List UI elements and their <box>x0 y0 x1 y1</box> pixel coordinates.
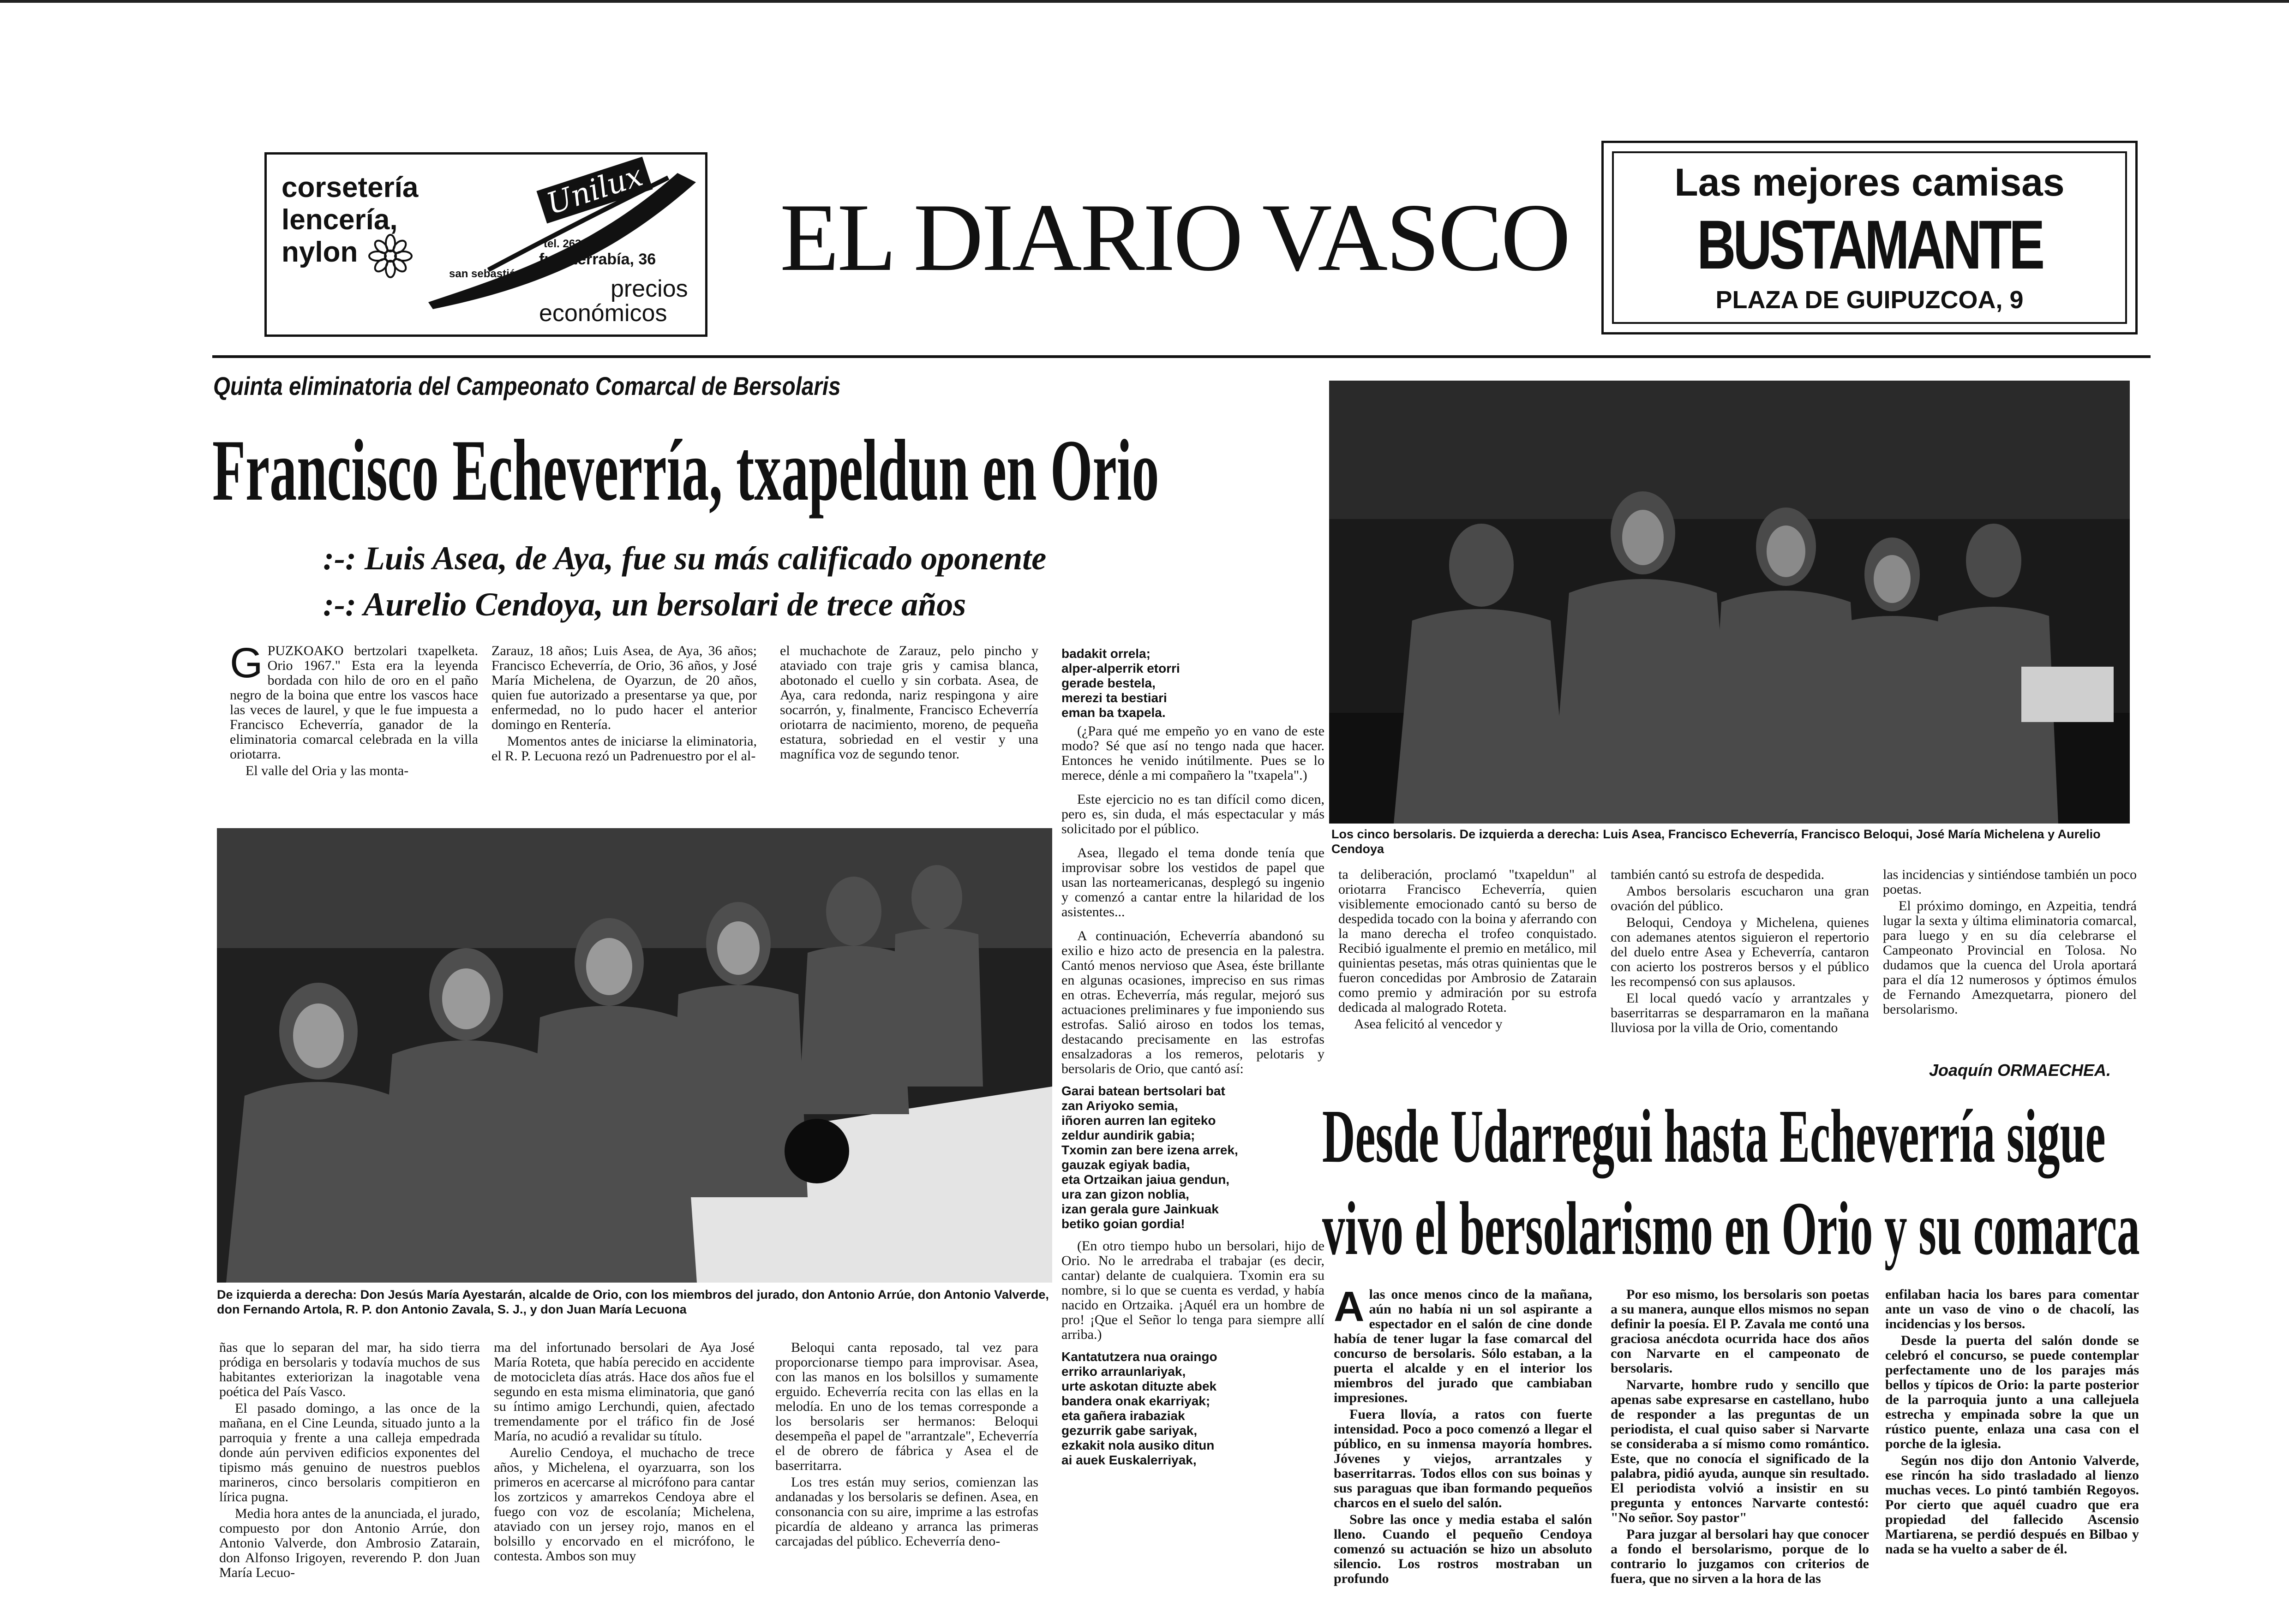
ad-unilux <box>264 152 707 337</box>
article1-verse1: badakit orrela; alper-alperrik etorri gerade bestela, merezi ta bestiari eman ba txapela. <box>1061 646 1180 720</box>
article1-col1-p1: PUZKOAKO bertzolari txapelketa. Orio 1967." Esta era la leyenda bordada con hilo de oro en el paño negro de la boina que entre los vascos hace las veces de laurel, y que le fue impuesta a Francisco Echeverría, ganador de la eliminatoria comarcal celebrada en la villa oriotarra. <box>230 644 478 762</box>
article2-col3 <box>1885 1287 2139 1624</box>
article2-col3-p2: Desde la puerta del salón donde se celebró el concurso, se puede contemplar perfectamente uno de los parajes más bellos y típicos de Orio: la parte posterior de la parroquia junto a una callejuela estrecha y empinada sobre la que un rústico puente, enlaza una casa con el porche de la iglesia. <box>1885 1333 2139 1451</box>
article2-headline-line2: vivo el bersolarismo en Orio y su comarca <box>1322 1186 2140 1271</box>
masthead-rule <box>212 355 2151 358</box>
article1-verse3: Kantatutzera nua oraingo erriko arraunlariyak, urte askotan dituzte abek bandera onak ekarriyak; eta gañera irabaziak gezurrik gabe sariyak, ezkakit nola ausiko ditun ai auek Euskalerriyak, <box>1061 1349 1217 1467</box>
article1-col6-p2: Ambos bersolaris escucharon una gran ovación del público. <box>1611 884 1869 914</box>
article1-col1-p2: El valle del Oria y las monta- <box>246 763 409 778</box>
article1-col4-p5: (En otro tiempo hubo un bersolari, hijo de Orio. No le arredraba el trabajar (es decir, cantar) delante de cualquiera. Txomin era su nombre, si lo que se cuenta es verdad, y había nacido en Ortzaika. ¡Aquél era un hombre de pro! ¡Que el Señor lo tenga para siempre allí arriba.) <box>1061 1238 1324 1342</box>
article2-col1-p2: Fuera llovía, a ratos con fuerte intensidad. Poco a poco comenzó a llegar el público, en su inmensa mayoría hombres. Jóvenes y viejos, arrantzales y baserritarras. Todos ellos con sus boinas y sus paraguas que iban formando pequeños charcos en el suelo del salón. <box>1334 1407 1592 1511</box>
top-rule <box>0 0 2289 3</box>
article1-col3-p1: el muchachote de Zarauz, pelo pincho y ataviado con traje gris y camisa blanca, abotonado el cuello y sin corbata. Asea, de Aya, cara redonda, nariz respingona y aire socarrón, y, finalmente, Francisco Echeverría oriotarra de nacimiento, moreno, de pequeña estatura, sobriedad en el vestir y una magnífica voz de segundo tenor. <box>780 644 1038 762</box>
article2-col3-p3: Según nos dijo don Antonio Valverde, ese rincón ha sido trasladado al lienzo muchas veces. Lo pintó también Regoyos. Por cierto que aquél cuadro que era propiedad del fallecido Ascensio Martiarena, se perdió después en Bilbao y nada se ha vuelto a saber de él. <box>1885 1453 2139 1557</box>
article1-col4 <box>1061 644 1324 1624</box>
article1-signature: Joaquín ORMAECHEA. <box>1929 1061 2111 1080</box>
article2-headline-line1: Desde Udarregui hasta Echeverría sigue <box>1322 1094 2106 1178</box>
subhead-2: :-: Aurelio Cendoya, un bersolari de trece años <box>323 586 966 623</box>
article1-dropcap: G <box>230 644 263 687</box>
ad-unilux-city: san sebastián <box>449 268 522 280</box>
ad-unilux-line2: lencería, <box>282 204 398 236</box>
kicker: Quinta eliminatoria del Campeonato Comarcal de Bersolaris <box>213 371 841 400</box>
article1-col7-p2: El próximo domingo, en Azpeitia, tendrá lugar la sexta y última eliminatoria comarcal, para luego y en su día celebrarse el Campeonato Provincial en Tolosa. No dudamos que la cuenca del Urola aportará para el día 12 numerosos y óptimos émulos de Fernando Amezquetarra, pionero del bersolarismo. <box>1883 898 2137 1017</box>
article1-col5-p2: Asea felicitó al vencedor y <box>1354 1016 1503 1032</box>
ad-bustamante <box>1601 141 2138 334</box>
photo-five-bersolaris <box>1329 381 2130 824</box>
photo-five-bersolaris-image <box>1329 381 2130 824</box>
article1-col2-p2: Momentos antes de iniciarse la eliminatoria, el R. P. Lecuona rezó un Padrenuestro por el al- <box>491 734 757 764</box>
article1-col5 <box>1338 867 1597 1089</box>
article1-bottom-col2 <box>494 1340 755 1624</box>
ad-bustamante-address: PLAZA DE GUIPUZCOA, 9 <box>1715 286 2024 314</box>
article1-col4-p4: A continuación, Echeverría abandonó su exilio e hizo acto de presencia en la palestra. Cantó menos nervioso que Asea, éste brillante en algunas ocasiones, impreciso en sus rimas en otras. Echeverría, más regular, mejoró sus actuaciones preliminares y fue imponiendo sus estrofas. Salió airoso en todos los temas, destacando precisamente en las estrofas ensalzadoras a los remeros, pelotaris y bersolaris de Orio, que cantó así: <box>1061 928 1324 1076</box>
article1-col2-p1: Zarauz, 18 años; Luis Asea, de Aya, 36 años; Francisco Echeverría, de Orio, 36 años, y José María Michelena, de Oyarzun, de 20 años, quien fue autorizado a presentarse ya que, por enfermedad, no lo pudo hacer el anterior domingo en Rentería. <box>491 644 757 732</box>
article2-col3-p1: enfilaban hacia los bares para comentar ante un vaso de vino o de chacolí, las incidencias y los bersos. <box>1885 1287 2139 1331</box>
article1-bottom-col1 <box>219 1340 480 1624</box>
article1-bottom-col3-p1: Beloqui canta reposado, tal vez para proporcionarse tiempo para improvisar. Asea, con las manos en los bolsillos y sumamente erguido. Echeverría recita con las ellas en la melodía. En uno de los temas corresponde a los bersolaris ser hermanos: Beloqui desempeña el papel de "arrantzale", Echeverría el de obrero de fábrica y Asea el de baserritarra. <box>775 1340 1038 1473</box>
article1-col5-p1: ta deliberación, proclamó "txapeldun" al oriotarra Francisco Echeverría, quien visiblemente emocionado cantó su berso de despedida tocado con la boina y aferrando con la mano derecha el trofeo conquistado. Recibió igualmente el premio en metálico, mil quinientas pesetas, más otras quinientas que le fueron concedidas por Ambrosio de Zatarain como premio y admiración por su estrofa dedicada al malogrado Roteta. <box>1338 867 1597 1015</box>
article1-col6-p1: también cantó su estrofa de despedida. <box>1611 867 1825 882</box>
article2-col2-p2: Narvarte, hombre rudo y sencillo que apenas sabe expresarse en castellano, hubo de responder a las preguntas de un periodista, el cual quiso saber si Narvarte se consideraba a sí mismo como romántico. Este, que no conocía el significado de la palabra, pidió ayuda, aunque sin resultado. El periodista volvió a insistir en su pregunta y entonces Narvarte contestó: "No señor. Soy pastor" <box>1611 1377 1869 1525</box>
article1-bottom-col3-p2: Los tres están muy serios, comienzan las andanadas y los bersolaris se definen. Asea, en consonancia con su aire, imprime a las estrofas picardía de aldeano y arranca las primeras carcajadas del público. Echeverría deno- <box>775 1475 1038 1549</box>
ad-unilux-line1: corsetería <box>282 172 419 203</box>
article2-col2-p1: Por eso mismo, los bersolaris son poetas a su manera, aunque ellos mismos no sepan definir la poesía. El P. Zavala me contó una graciosa anécdota ocurrida hace dos años con Narvarte en el campeonato de bersolaris. <box>1611 1287 1869 1376</box>
ad-unilux-line3: nylon <box>282 236 358 268</box>
article1-col7-p1: las incidencias y sintiéndose también un poco poetas. <box>1883 867 2137 897</box>
masthead: EL DIARIO VASCO <box>780 184 1569 291</box>
article1-col3 <box>780 644 1038 821</box>
article1-bottom-col3 <box>775 1340 1038 1624</box>
article1-col4-p2: Este ejercicio no es tan difícil como dicen, pero es, sin duda, el más espectacular y más solicitado por el público. <box>1061 792 1324 836</box>
ad-bustamante-brand: BUSTAMANTE <box>1697 206 2042 283</box>
article1-col6 <box>1611 867 1869 1089</box>
ad-unilux-tel: tel. 26312 <box>544 238 594 250</box>
photo-jury <box>217 828 1052 1283</box>
subhead-1: :-: Luis Asea, de Aya, fue su más calificado oponente <box>323 540 1047 577</box>
article1-col4-p1: (¿Para qué me empeño yo en vano de este modo? Sé que así no tengo nada que hacer. Entonces he venido inútilmente. Pues se lo merece, dénle a mi compañero la "txapela".) <box>1061 723 1324 783</box>
article1-bottom-col1-p2: El pasado domingo, a las once de la mañana, en el Cine Leunda, situado junto a la parroquia y frente a una calleja empedrada donde aún perviven edificios exponentes del tipismo más genuino de nuestros pueblos marineros, cinco bersolaris compitieron en lírica pugna. <box>219 1401 480 1505</box>
article1-col1 <box>230 644 478 821</box>
article1-bottom-col1-p1: ñas que lo separan del mar, ha sido tierra pródiga en bersolaris y todavía muchos de sus habitantes exteriorizan la inagotable vena poética del País Vasco. <box>219 1340 480 1399</box>
flower-icon <box>367 233 413 279</box>
article2-col2 <box>1611 1287 1869 1624</box>
article2-col1-p1: las once menos cinco de la mañana, aún no había ni un sol aspirante a espectador en el salón de cine donde había de tener lugar la fase comarcal del concurso de bersolaris. Sólo estaban, a la puerta el alcalde y en el interior los miembros del jurado que cambiaban impresiones. <box>1334 1287 1592 1405</box>
ad-unilux-prices2: económicos <box>539 300 667 327</box>
article1-bottom-col2-p1: ma del infortunado bersolari de Aya José María Roteta, que había perecido en accidente de motocicleta días atrás. Hace dos años fue el segundo en esta misma eliminatoria, que ganó su íntimo amigo Lerchundi, quien, afectado tremendamente por el tráfico fin de José María, no acudió a revalidar su título. <box>494 1340 755 1444</box>
article1-col6-p4: El local quedó vacío y arrantzales y baserritarras se desparramaron en la mañana lluviosa por la villa de Orio, comentando <box>1611 991 1869 1035</box>
article1-verse2: Garai batean bertsolari bat zan Ariyoko semia, iñoren aurren lan egiteko zeldur aundirik gabia; Txomin zan bere izena arrek, gauzak egiyak badia, eta Ortzaikan jaiua gendun, ura zan gizon noblia, izan gerala gure Jainkuak betiko goian gordia! <box>1061 1084 1238 1231</box>
article1-col4-p3: Asea, llegado el tema donde tenía que improvisar sobre los vestidos de papel que usan las norteamericanas, desplegó su ingenio y comenzó a cantar entre la hilaridad de los asistentes... <box>1061 845 1324 919</box>
article1-col2 <box>491 644 757 821</box>
ad-unilux-address: fuenterrabía, 36 <box>539 251 656 268</box>
headline: Francisco Echeverría, txapeldun en Orio <box>212 422 1159 519</box>
photo-five-bersolaris-caption: Los cinco bersolaris. De izquierda a derecha: Luis Asea, Francisco Echeverría, Francisco Beloqui, José María Michelena y Aurelio Cendoya <box>1331 827 2101 856</box>
photo-jury-image <box>217 828 1052 1283</box>
article1-col7 <box>1883 867 2137 1061</box>
article2-col1 <box>1334 1287 1592 1624</box>
article1-bottom-col2-p2: Aurelio Cendoya, el muchacho de trece años, y Michelena, el oyarzuarra, son los primeros en acercarse al micrófono para cantar los zortzicos y amarrekos Cendoya abre el fuego con voz de escolanía; Michelena, ataviado con un jersey rojo, manos en el bolsillo y encorvado en el micrófono, le contesta. Ambos son muy <box>494 1445 755 1564</box>
article2-col2-p3: Para juzgar al bersolari hay que conocer a fondo el bersolarismo, porque de lo contrario lo juzgamos con criterios de fuera, que no sirven a la hora de las <box>1611 1527 1869 1586</box>
ad-bustamante-line1: Las mejores camisas <box>1674 161 2065 204</box>
article1-col6-p3: Beloqui, Cendoya y Michelena, quienes con ademanes atentos siguieron el repertorio del duelo entre Asea y Echeverría, cantaron con acierto los postreros bersos y el público les recompensó con sus aplausos. <box>1611 915 1869 989</box>
article2-col1-p3: Sobre las once y media estaba el salón lleno. Cuando el pequeño Cendoya comenzó su actuación se hizo un absoluto silencio. Los rostros mostraban un profundo <box>1334 1512 1592 1586</box>
article2-dropcap: A <box>1334 1287 1365 1330</box>
ad-unilux-prices1: precios <box>611 275 688 302</box>
photo-jury-caption: De izquierda a derecha: Don Jesús María Ayestarán, alcalde de Orio, con los miembros del jurado, don Antonio Arrúe, don Antonio Valverde, don Fernando Artola, R. P. don Antonio Zavala, S. J., y don Juan María Lecuona <box>217 1288 1049 1316</box>
article1-bottom-col1-p3: Media hora antes de la anunciada, el jurado, compuesto por don Antonio Arrúe, don Antonio Valverde, don Ambrosio Zatarain, don Alfonso Irigoyen, reverendo P. don Juan María Lecuo- <box>219 1506 480 1580</box>
ad-unilux-brand: Unilux <box>536 157 653 224</box>
